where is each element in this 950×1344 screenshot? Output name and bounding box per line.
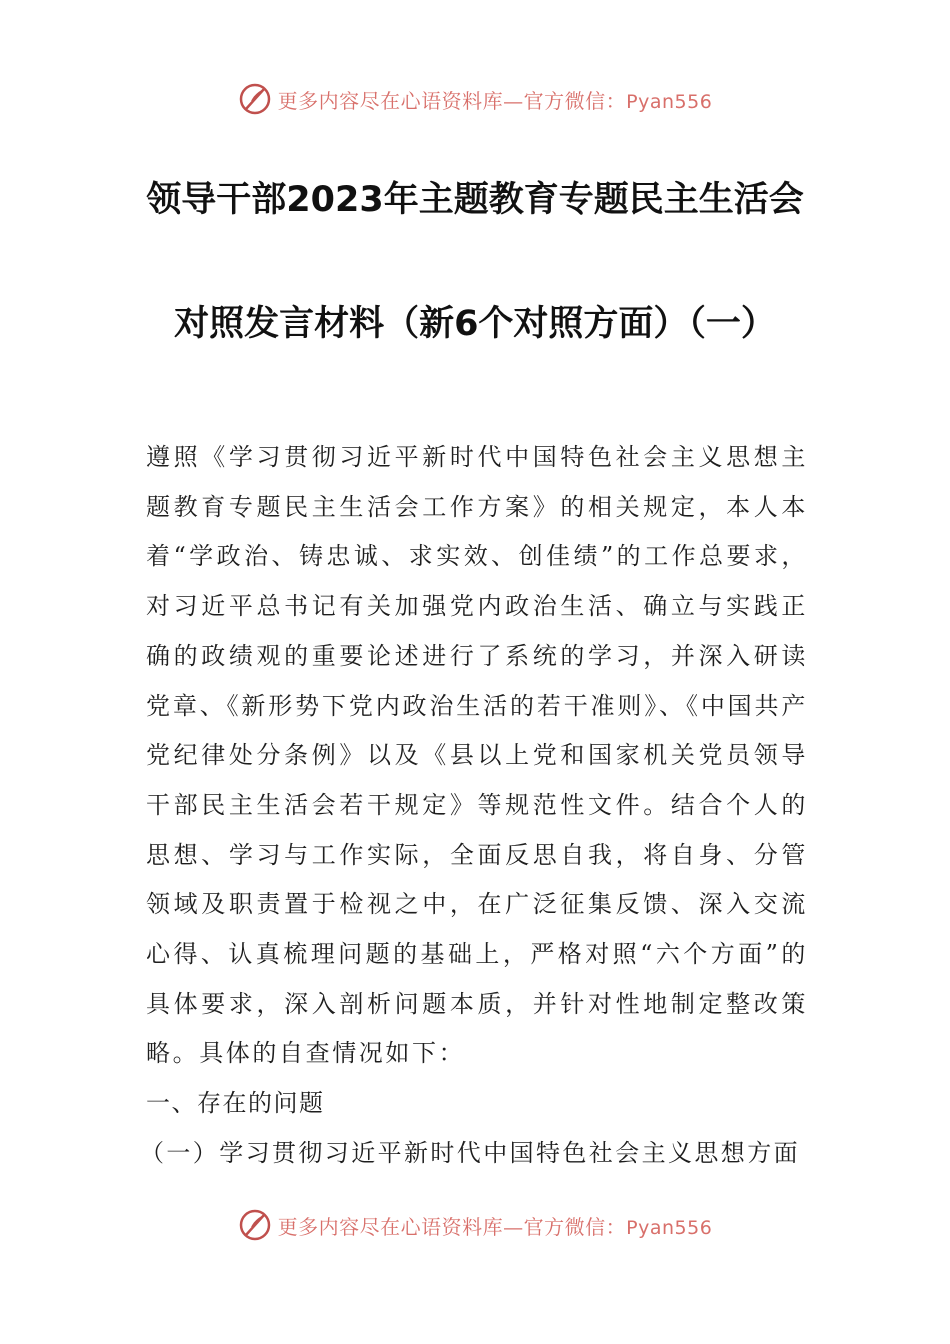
- watermark-text: 更多内容尽在心语资料库—官方微信：Pyan556: [277, 1214, 713, 1239]
- intro-paragraph: 遵照《学习贯彻习近平新时代中国特色社会主义思想主题教育专题民主生活会工作方案》的相关规定，本人本着“学政治、铸忠诚、求实效、创佳绩”的工作总要求，对习近平总书记有关加强党内政治生活、确立与实践正确的政绩观的重要论述进行了系统的学习，并深入研读党章、《新形势下党内政治生活的若干准则》、《中国共产党纪律处分条例》以及《县以上党和国家机关党员领导干部民主生活会若干规定》等规范性文件。结合个人的思想、学习与工作实际，全面反思自我，将自身、分管领域及职责置于检视之中，在广泛征集反馈、深入交流心得、认真梳理问题的基础上，严格对照“六个方面”的具体要求，深入剖析问题本质，并针对性地制定整改策略。具体的自查情况如下：: [146, 443, 808, 1068]
- document-title-line-1: 领导干部2023年主题教育专题民主生活会: [146, 180, 804, 220]
- watermark-footer: [0, 1208, 950, 1242]
- section-heading: 一、存在的问题: [146, 1089, 325, 1118]
- watermark-text: 更多内容尽在心语资料库—官方微信：Pyan556: [277, 88, 713, 113]
- document-title-line-2: 对照发言材料（新6个对照方面）（一）: [174, 304, 776, 344]
- watermark-header: [0, 82, 950, 116]
- subsection-heading: （一）学习贯彻习近平新时代中国特色社会主义思想方面: [140, 1138, 800, 1167]
- quill-logo-icon: [238, 1208, 272, 1242]
- document-body: [140, 433, 808, 1179]
- quill-logo-icon: [238, 82, 272, 116]
